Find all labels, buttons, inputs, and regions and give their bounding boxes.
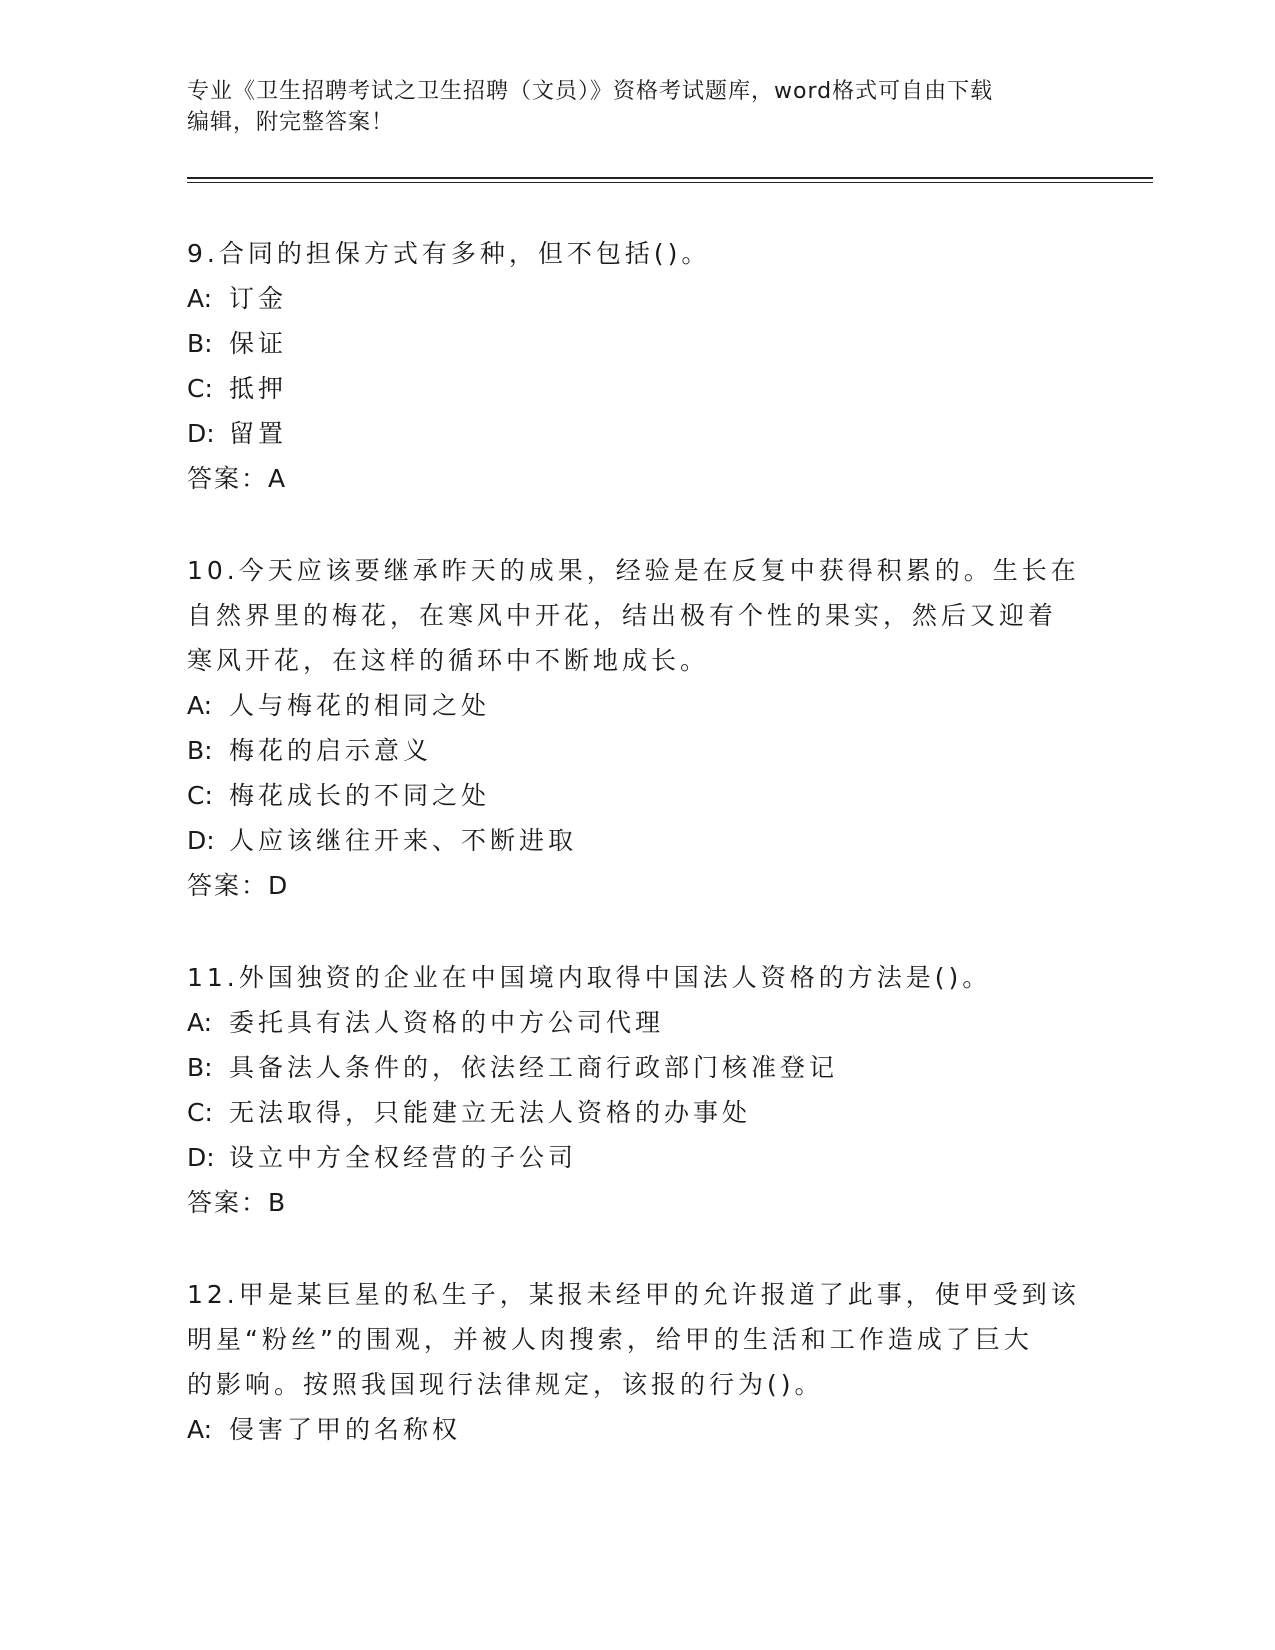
option-letter: B: (187, 329, 213, 358)
option-text: 梅花的启示意义 (229, 736, 433, 765)
option-text: 梅花成长的不同之处 (229, 781, 491, 810)
question-text-line-3: 寒风开花，在这样的循环中不断地成长。 (187, 646, 710, 675)
option-b (187, 321, 1087, 366)
option-d (187, 411, 1087, 456)
option-c (187, 773, 1087, 818)
option-text: 抵押 (229, 374, 288, 403)
option-letter: A: (187, 691, 213, 720)
header-divider-thick (187, 177, 1153, 179)
answer-line: 答案：D (187, 871, 290, 900)
header-line-1: 专业《卫生招聘考试之卫生招聘（文员）》资格考试题库，word格式可自由下载 (187, 79, 994, 104)
question-9 (187, 231, 1087, 501)
option-text: 留置 (229, 419, 288, 448)
question-text-line-3: 的影响。按照我国现行法律规定，该报的行为()。 (187, 1370, 824, 1399)
option-text: 侵害了甲的名称权 (229, 1415, 462, 1444)
option-text: 委托具有法人资格的中方公司代理 (229, 1008, 665, 1037)
question-text-line-2: 自然界里的梅花，在寒风中开花，结出极有个性的果实，然后又迎着 (187, 601, 1058, 630)
option-d (187, 818, 1087, 863)
question-text-line-1: 12.甲是某巨星的私生子，某报未经甲的允许报道了此事，使甲受到该 (187, 1280, 1080, 1309)
document-header (187, 76, 1087, 138)
option-letter: C: (187, 374, 213, 403)
option-d (187, 1135, 1087, 1180)
question-text-line-2: 明星“粉丝”的围观，并被人肉搜索，给甲的生活和工作造成了巨大 (187, 1325, 1033, 1354)
option-c (187, 366, 1087, 411)
question-text-line-1: 10.今天应该要继承昨天的成果，经验是在反复中获得积累的。生长在 (187, 556, 1080, 585)
option-text: 保证 (229, 329, 288, 358)
option-text: 具备法人条件的，依法经工商行政部门核准登记 (229, 1053, 839, 1082)
header-divider-thin (187, 182, 1153, 183)
option-b (187, 728, 1087, 773)
option-letter: D: (187, 826, 215, 855)
option-letter: B: (187, 1053, 213, 1082)
question-text: 11.外国独资的企业在中国境内取得中国法人资格的方法是()。 (187, 963, 992, 992)
option-a (187, 1000, 1087, 1045)
answer-line: 答案：B (187, 1188, 288, 1217)
option-text: 无法取得，只能建立无法人资格的办事处 (229, 1098, 752, 1127)
question-11 (187, 955, 1087, 1225)
question-12 (187, 1272, 1087, 1452)
answer-line: 答案：A (187, 464, 288, 493)
option-letter: D: (187, 419, 215, 448)
option-letter: A: (187, 1008, 213, 1037)
question-text: 9.合同的担保方式有多种，但不包括()。 (187, 239, 711, 268)
question-10 (187, 548, 1087, 908)
option-text: 订金 (229, 284, 288, 313)
header-line-2: 编辑，附完整答案！ (187, 110, 395, 135)
question-list (187, 231, 1087, 1499)
option-letter: B: (187, 736, 213, 765)
option-b (187, 1045, 1087, 1090)
option-letter: D: (187, 1143, 215, 1172)
option-letter: A: (187, 284, 213, 313)
option-a (187, 683, 1087, 728)
option-text: 人与梅花的相同之处 (229, 691, 491, 720)
option-text: 人应该继往开来、不断进取 (229, 826, 578, 855)
option-a (187, 276, 1087, 321)
option-letter: A: (187, 1415, 213, 1444)
option-letter: C: (187, 1098, 213, 1127)
option-text: 设立中方全权经营的子公司 (229, 1143, 578, 1172)
option-a (187, 1407, 1087, 1452)
option-c (187, 1090, 1087, 1135)
option-letter: C: (187, 781, 213, 810)
